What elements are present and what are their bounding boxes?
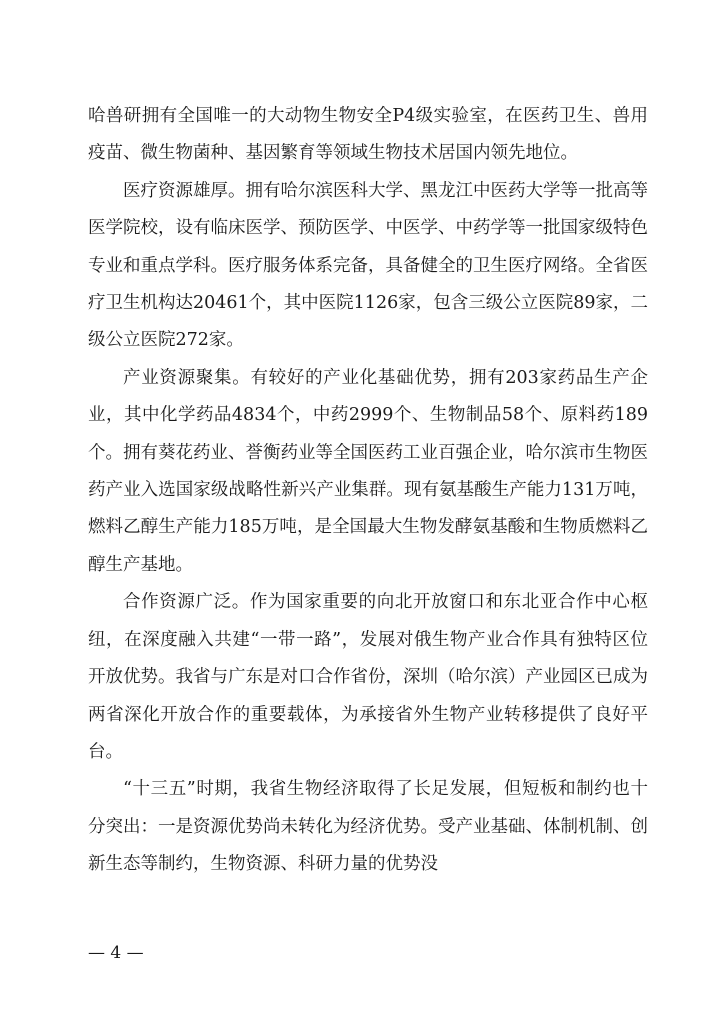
document-body (88, 98, 648, 884)
paragraph-cooperation-resources: 合作资源广泛。作为国家重要的向北开放窗口和东北亚合作中心枢纽，在深度融入共建“一带一路”，发展对俄生物产业合作具有独特区位开放优势。我省与广东是对口合作省份，深圳（哈尔滨）产业园区已成为两省深化开放合作的重要载体，为承接省外生物产业转移提供了良好平台。 (88, 592, 648, 762)
paragraph-lab-capability: 哈兽研拥有全国唯一的大动物生物安全P4级实验室，在医药卫生、兽用疫苗、微生物菌种、基因繁育等领域生物技术居国内领先地位。 (88, 106, 648, 164)
paragraph-thirteenth-five-year: “十三五”时期，我省生物经济取得了长足发展，但短板和制约也十分突出：一是资源优势尚未转化为经济优势。受产业基础、体制机制、创新生态等制约，生物资源、科研力量的优势没 (88, 779, 648, 875)
paragraph-medical-resources: 医疗资源雄厚。拥有哈尔滨医科大学、黑龙江中医药大学等一批高等医学院校，设有临床医学、预防医学、中医学、中药学等一批国家级特色专业和重点学科。医疗服务体系完备，具备健全的卫生医疗网络。全省医疗卫生机构达20461个，其中医院1126家，包含三级公立医院89家，二级公立医院272家。 (88, 180, 648, 351)
paragraph-industry-resources: 产业资源聚集。有较好的产业化基础优势，拥有203家药品生产企业，其中化学药品4834个，中药2999个、生物制品58个、原料药189个。拥有葵花药业、誉衡药业等全国医药工业百强企业，哈尔滨市生物医药产业入选国家级战略性新兴产业集群。现有氨基酸生产能力131万吨，燃料乙醇生产能力185万吨，是全国最大生物发酵氨基酸和生物质燃料乙醇生产基地。 (88, 367, 648, 575)
page-number: — 4 — (88, 943, 144, 963)
